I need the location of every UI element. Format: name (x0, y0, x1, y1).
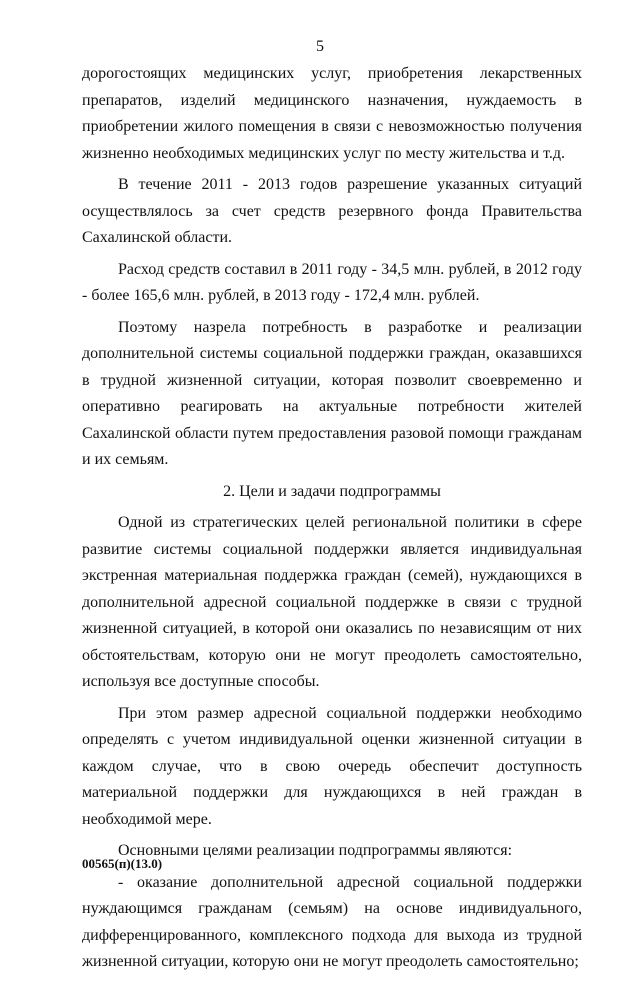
paragraph-need: Поэтому назрела потребность в разработке и реализации дополнительной системы социальной поддержки граждан, оказавшихся в трудной жизненной ситуации, которая позволит своевременно и оперативно реагировать на актуальные потребности жителей Сахалинской области путем предоставления разовой помощи гражданам и их семьям. (82, 318, 582, 468)
paragraph-reserve-fund: В течение 2011 - 2013 годов разрешение указанных ситуаций осуществлялось за счет средств резервного фонда Правительства Сахалинской области. (82, 176, 582, 246)
paragraph-main-goals: Основными целями реализации подпрограммы являются: (118, 842, 513, 859)
document-code: 00565(п)(13.0) (82, 856, 163, 871)
page-number: 5 (316, 38, 324, 55)
paragraph-support-size: При этом размер адресной социальной поддержки необходимо определять с учетом индивидуальной оценки жизненной ситуации в каждом случае, что в свою очередь обеспечит доступность материальной поддержки для нуждающихся в ней граждан в необходимой мере. (82, 704, 582, 828)
paragraph-continuation: дорогостоящих медицинских услуг, приобретения лекарственных препаратов, изделий медицинского назначения, нуждаемость в приобретении жилого помещения в связи с невозможностью получения жизненно необходимых медицинских услуг по месту жительства и т.д. (82, 65, 582, 162)
paragraph-strategic-goal: Одной из стратегических целей региональной политики в сфере развитие системы социальной поддержки является индивидуальная экстренная материальная поддержка граждан (семей), нуждающихся в дополнительной адресной социальной поддержке в связи с трудной жизненной ситуацией, в которой они оказались по независящим от них обстоятельствам, которую они не могут преодолеть самостоятельно, используя все доступные способы. (82, 514, 582, 690)
section-heading: 2. Цели и задачи подпрограммы (223, 482, 441, 500)
document-body (82, 61, 582, 981)
list-item-goal: - оказание дополнительной адресной социальной поддержки нуждающимся гражданам (семьям) на основе индивидуального, дифференцированного, комплексного подхода для выхода из трудной жизненной ситуации, которую они не могут преодолеть самостоятельно; (82, 873, 582, 970)
paragraph-expenses: Расход средств составил в 2011 году - 34,5 млн. рублей, в 2012 году - более 165,6 млн. рублей, в 2013 году - 172,4 млн. рублей. (82, 260, 582, 304)
